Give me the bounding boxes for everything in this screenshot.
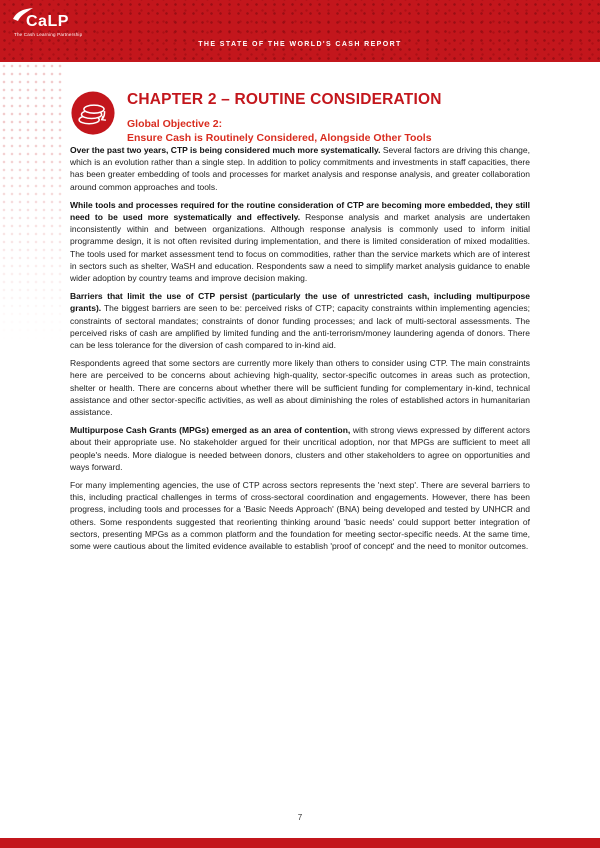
objective-label: Global Objective 2: [127,118,223,130]
body-content [70,144,530,558]
paragraph [70,424,530,473]
paragraph [70,290,530,351]
paragraph-lead: Over the past two years, CTP is being considered much more systematically. [70,145,381,155]
chapter-title: CHAPTER 2 – ROUTINE CONSIDERATION [127,91,442,108]
report-title: THE STATE OF THE WORLD'S CASH REPORT [198,41,402,48]
page-number: 7 [297,813,303,822]
paragraph-lead: While tools and processes required for the routine consideration of CTP are becoming more embedded, they still need to be used more systematically and effectively. [70,199,530,223]
header-band [0,0,600,62]
paragraph-text: The biggest barriers are seen to be: perceived risks of CTP; capacity constraints within implementing agencies; constraints of sectoral mandates; constraints of donor funding processes; and lack of multi-sectoral assessments. The perceived risks of cash are amplified by limited funding and the anti-terrorism/money laundering agenda of donors. There can be less tolerance for the diversion of cash compared to in-kind aid. [70,303,530,351]
paragraph [70,199,530,284]
objective-title: Ensure Cash is Routinely Considered, Alongside Other Tools [127,131,432,144]
logo-text: CaLP [26,13,69,30]
map-dots-pattern [0,62,66,342]
chapter-heading [70,90,530,145]
paragraph-lead: Barriers that limit the use of CTP persist (particularly the use of unrestricted cash, including multipurpose grants). [70,291,530,314]
paragraph [70,479,530,552]
paragraph [70,144,530,193]
paragraph-text: Response analysis and market analysis are undertaken inconsistently within and between organizations. Although response analysis is commonly used to inform initial programme design, it is not often revisited during implementation, and there is limited consideration of mixed modalities. The tools used for market assessment tend to focus on commodities, rather than the service markets which are of interest in sectors such as shelter, WaSH and education. Respondents saw a need to simplify market analysis guidance to enable wider adoption by country teams and improve decision making. [70,212,530,284]
paragraph-lead: Multipurpose Cash Grants (MPGs) emerged as an area of contention, [70,425,351,436]
paragraph [70,357,530,418]
coins-icon [70,90,116,136]
footer-bar [0,838,600,848]
paragraph-text: For many implementing agencies, the use of CTP across sectors represents the 'next step'. There are several barriers to this, including practical challenges in terms of cross-sectoral coordination and engagements. However, there has been progress, including tools and processes for a 'Basic Needs Approach' (BNA) being developed and tested by UNHCR and others. Some respondents suggested that reorienting thinking around 'basic needs' could support better integration of sectors, presenting MPGs as a common platform and the foundation for meeting sector-specific needs. At the same time, some were cautious about the limited evidence available to establish 'proof of concept' and the need to monitor outcomes. [70,480,530,552]
chapter-heading-text [127,90,530,145]
paragraph-text: with strong views expressed by different actors about their appropriate use. No stakeholder argued for their uncritical adoption, nor that MPGs are sufficient to meet all people's needs. More dialogue is needed between donors, clusters and other stakeholders to agree on opportunities and ways forward. [70,425,530,472]
paragraph-text: Several factors are driving this change, which is an evolution rather than a single step. In addition to policy commitments and investments in staff capacities, there has been greater embedding of tools and processes for market analysis and response analysis, and greater collaboration around common approaches and tools. [70,145,530,192]
paragraph-text: Respondents agreed that some sectors are currently more likely than others to consider using CTP. The main constraints here are perceived to be concerns about achieving high-quality, sector-specific outcomes in areas such as protection, shelter or health. There are concerns about whether there will be sufficient funding for complementary in-kind, technical assistance and other sector-specific activities, as well as about diminishing the roles of established actors in humanitarian assistance. [70,358,530,418]
logo-tagline: The Cash Learning Partnership [14,32,83,37]
